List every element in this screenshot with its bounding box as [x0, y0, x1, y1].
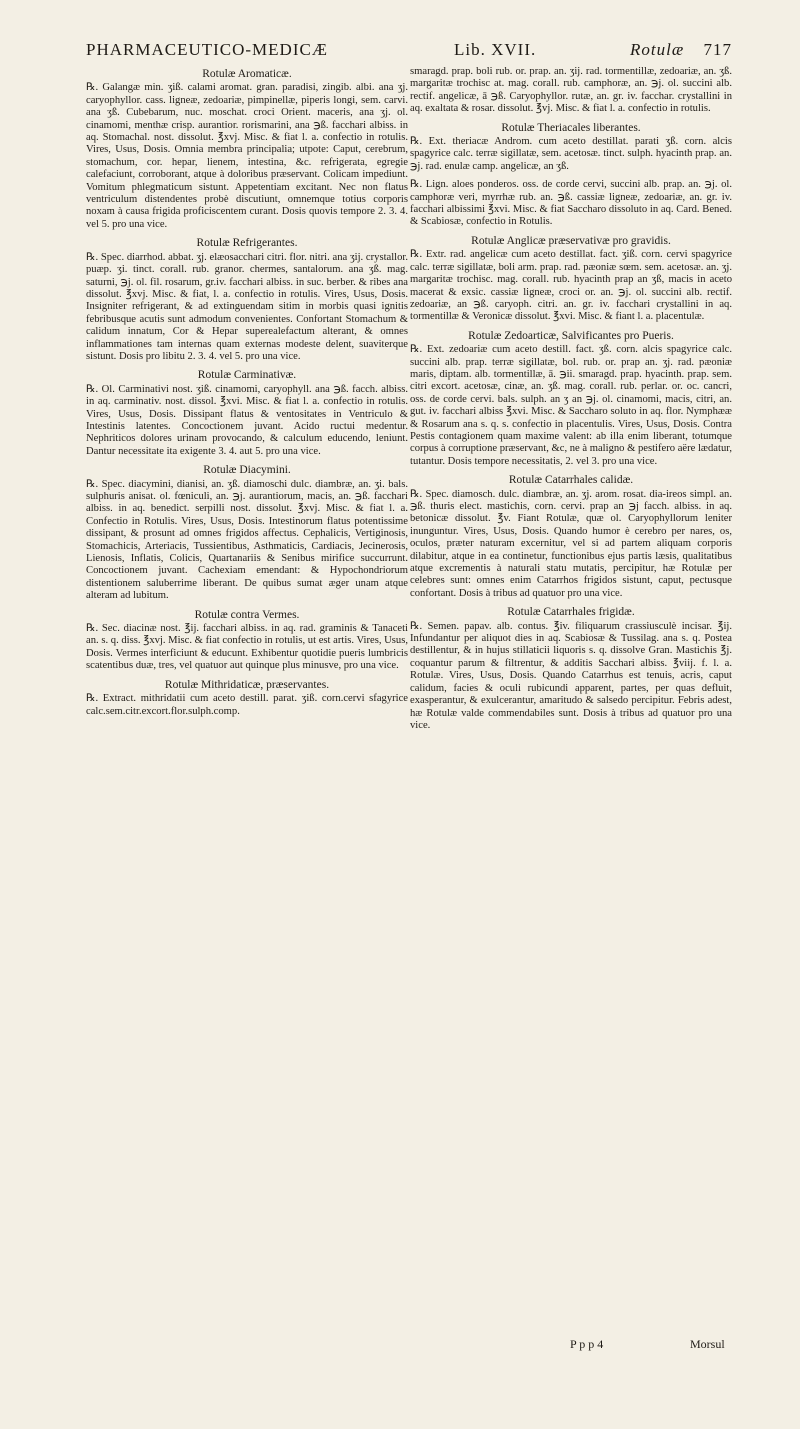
recipe-section [410, 179, 732, 229]
section-text: ℞. Ext. zedoariæ cum aceto destill. fact. ʒß. corn. alcis spagyrice calc. succini alb. prap. terræ sigillatæ, bol. rub. or. prap an. ʒj. rad. pæoniæ maris, diptam. alb. tormentillæ, ā. ℈ii. smaragd. prap. hyacinth. prap. sem. citri excort. acetosæ, cinæ, an. ʒß. mag. corall. rub. perlar. or. oc. cancri, oss. de corde cervi. bals. sulph. an ʒ an ℈j. ol. cinamomi, macis, citri, an. gut. iv. facchari albiss ℥xvi. Misc. & Saccharo soluto in aq. flor. Nymphææ & Rosarum ana s. q. s. confectio in placentulis. Vires, Usus, Dosis. Contra Pestis contagionem quam maxime valent: ab illa enim liberant, totumque corpus à corruptione præservant, &c, ne à maligno & pestifero aëre lædatur, tutantur. Dosis tempore necessitatis, 2. vel 3. pro una vice. [410, 344, 732, 467]
section-text: smaragd. prap. boli rub. or. prap. an. ʒij. rad. tormentillæ, zedoariæ, an. ʒß. margaritæ trochisc at. mag. corall. rub. camphoræ, an. ℈j. ol. succini alb. rectif. angelicæ, ā ℈ß. Caryophyllor. rutæ, an. gr. iv. facchar. crystallini in aq. exaltata & rosar. dissolut. ℥vj. Misc. & fiat l. a. confectio in rotulis. [410, 66, 732, 115]
recipe-section [86, 68, 408, 231]
recipe-section [86, 369, 408, 458]
recipe-section [86, 679, 408, 718]
section-heading: Rotulæ Catarrhales frigidæ. [507, 606, 635, 619]
section-heading: Rotulæ Diacymini. [203, 464, 291, 477]
section-text: ℞. Extract. mithridatii cum aceto destill. parat. ʒiß. corn.cervi sfagyrice calc.sem.citr.excort.flor.sulph.comp. [86, 693, 408, 717]
running-title: PHARMACEUTICO-MEDICÆ [86, 40, 328, 59]
recipe-section [410, 330, 732, 468]
section-heading: Rotulæ Refrigerantes. [196, 237, 298, 250]
section-heading: Rotulæ Anglicæ præservativæ pro gravidis. [471, 234, 671, 247]
running-head [86, 38, 732, 62]
section-text: ℞. Galangæ min. ʒiß. calami aromat. gran. paradisi, zingib. albi. ana ʒj. caryophyllor. cass. ligneæ, zedoariæ, pimpinellæ, piperis longi, sem. carvi. ana ʒß. Cubebarum, nuc. moschat. croci Orient. maceris, ana ʒj. ol. cinamomi, menthæ crisp. aurantior. rorismarini, ana ℈ß. facchari albiss. in aq. Stomachal. nost. dissolut. ℥xvj. Misc. & fiat l. a. confectio in rotulis. Vires, Usus, Dosis. Omnia membra principalia; utpote: Caput, cerebrum, stomachum, cor. hepar, lienem, intestina, &c. refrigerata, egregie calefaciunt, corroborant, atque à doloribus præservant. Colicam impediunt. Vomitum phlegmaticum sistunt. Appetentiam excitant. Nec non flatus ventriculum distendentes probè discutiunt, omnemque totius corporis noxam à causa frigida proficiscentem curant. Dosis quovis tempore 2. 3. 4. vel 5. pro una vice. [86, 82, 408, 230]
right-column [410, 66, 732, 738]
section-text: ℞. Ext. theriacæ Androm. cum aceto destillat. parati ʒß. corn. alcis spagyrice calc. terræ sigillatæ, sem. acetosæ. tinct. sulph. hyacinth prap. an. ℈j. rad. enulæ camp. angelicæ, an ʒß. [410, 136, 732, 172]
signature-mark: P p p 4 [570, 1337, 604, 1351]
section-text: ℞. Spec. diacymini, dianisi, an. ʒß. diamoschi dulc. diambræ, an. ʒi. bals. sulphuris anisat. ol. fœniculi, an. ℈j. aurantiorum, macis, an. ℈ß. facchari albiss. in aq. benedict. serpilli nost. dissolut. ℥xvj. Misc. & fiat l. a. Confectio in Rotulis. Vires, Usus, Dosis. Intestinorum flatus potentissime dissipant, & prosunt ad omnes frigidos affectus. Cephalicis, Vertiginosis, Stomachicis, Arteriacis, Tussientibus, Asthmaticis, Cardiacis, Jecinerosis, Lienosis, Inflatis, Colicis, Quartanariis & Senibus mirifice succurrunt. Concoctionem juvant. Cachexiam emendant: & Hypochondriorum distentionem saluberrime liberant. De quibus sumat æger unam atque alteram ad lubitum. [86, 478, 408, 602]
section-heading: Rotulæ Carminativæ. [197, 369, 297, 382]
recipe-section [410, 606, 732, 732]
recipe-section [86, 609, 408, 673]
section-text: ℞. Sec. diacinæ nost. ℥ij. facchari albiss. in aq. rad. graminis & Tanaceti an. s. q. diss. ℥xvj. Misc. & fiat confectio in rotulis, ut est artis. Vires, Usus, Dosis. Vermes interficiunt & educunt. Exhibentur quotidie pueris lumbricis scatentibus duæ, tres, vel quatuor aut quinque plus minusve, pro una vice. [86, 623, 408, 672]
section-heading: Rotulæ Mithridaticæ, præservantes. [164, 678, 330, 691]
recipe-section [410, 66, 732, 116]
left-column [86, 66, 408, 724]
recipe-section [410, 122, 732, 174]
recipe-section [86, 237, 408, 363]
section-text: ℞. Lign. aloes ponderos. oss. de corde cervi, succini alb. prap. an. ℈j. ol. camphoræ veri, myrrhæ rub. an. ℈ß. cassiæ ligneæ, zedoariæ, an. gr. iv. facchari albissimi ℥xvi. Misc. & fiat Saccharo dissoluto in aq. Card. Bened. & Scabiosæ, confectio in Rotulis. [410, 179, 732, 228]
section-heading: Rotulæ Theriacales liberantes. [501, 121, 641, 134]
section-text: ℞. Spec. diamosch. dulc. diambræ, an. ʒj. arom. rosat. dia-ireos simpl. an. ℈ß. thuris elect. mastichis, corn. cervi. prap an ℈j facch. albiss. in aq. betonicæ dissolut. ℥v. Fiant Rotulæ, quæ ol. Caryophyllorum leniter inunguntur. Vires, Usus, Dosis. Quando humor è cerebro per nares, os, oculos, præter naturam excernitur, vel si ad partem aliquam corporis dilabitur, atque in ea continetur, functionibus ejus partis læsis, qualitatibus atque excrementis à naturali statu mutatis, percipitur, hæ Rotulæ per celebres sunt: omnes enim Catarrhos frigidos sistunt, caput, pectusque confortant. Dosis à tribus ad quatuor pro una vice. [410, 488, 732, 599]
section-heading: Rotulæ Catarrhales calidæ. [508, 474, 634, 487]
section-text: ℞. Semen. papav. alb. contus. ℥iv. filiquarum crassiusculè incisar. ℥ij. Infundantur per aliquot dies in aq. Scabiosæ & Tussilag. ana s. q. Postea destillentur, & in hujus stillaticii liquoris s. q. dissolve Gran. Mastichis ℥j. coquantur parum & filtrentur, & additis Sacchari albiss. ℥viij. f. l. a. Rotulæ. Vires, Usus, Dosis. Quando Catarrhus est tenuis, acris, caput calidum, facies & oculi rubicundi apparent, partes, per quas defluit, exasperantur, & exulcerantur, amaritudo & salsedo percipitur. Febris adest, hæ Rotulæ valde commendabiles sunt. Dosis à tribus ad quatuor pro una vice. [410, 620, 732, 731]
section-text: ℞. Spec. diarrhod. abbat. ʒj. elæosacchari citri. flor. nitri. ana ʒij. crystallor. puæp. ʒi. tinct. corall. rub. granor. chermes, santalorum. ana ʒß. mag. saturni, ℈j. ol. fil. rosarum, gr.iv. facchari albiss. in suc. berber. & ribes ana dissolut. ℥xvj. Misc. & fiat, l. a. confectio in rotulis. Vires, Usus, Dosis. Insigniter refrigerant, & ad extinguendam sitim in morbis quasi ignitis febribusque acutis sunt admodum convenientes. Confortant Stomachum & calidum innatum, Cor & Hepar superealefactum alterant, & omnes inflammationes tam internas quam externas modeste delent, suaviterque sistunt. Dosis pro libitu 2. 3. 4. vel 5. pro una vice. [86, 251, 408, 362]
section-heading: Rotulæ contra Vermes. [194, 608, 300, 621]
recipe-section [410, 474, 732, 600]
recipe-section [86, 464, 408, 602]
book-number: Lib. XVII. [454, 40, 537, 59]
section-heading: Rotulæ Zedoarticæ, Salvificantes pro Pueris. [468, 329, 674, 342]
section-text: ℞. Extr. rad. angelicæ cum aceto destillat. fact. ʒiß. corn. cervi spagyrice calc. terræ sigillatæ, boli arm. prap. rad. pæoniæ sœm. sem. acetosæ. an. ʒj. margaritæ trochisc. mag. corall. rub. hyacinth prap an ʒß, macis in aceto macerat & exsic. cassiæ ligneæ, croci or. an. ℈j. ol. succini alb. rectif. zedoariæ, an ℈ß. caryoph. citri. an. gr. iv. facchari crystallini in aq. tormentillæ & Veronicæ dissolut. ℥xvi. Misc. & fiant l. a. placentulæ. [410, 249, 732, 323]
section-text: ℞. Ol. Carminativi nost. ʒiß. cinamomi, caryophyll. ana ℈ß. facch. albiss. in aq. carminativ. nost. dissol. ℥xvi. Misc. & fiat l. a. confectio in rotulis. Vires, Usus, Dosis. Dissipant flatus & ventositates in Ventriculo & Intestinis latentes. Concoctionem juvant. Acido ructui medentur. Nephriticos dolores urinam provocando, & calculum educendo, leniunt. Dantur necessitate ita exigente 3. 4. aut 5. pro una vice. [86, 383, 408, 457]
section-heading: Rotulæ Aromaticæ. [202, 68, 292, 80]
recipe-section [410, 235, 732, 324]
page-number: 717 [703, 40, 732, 59]
catchword: Morsul [690, 1337, 725, 1351]
section-title: Rotulæ [630, 40, 685, 59]
